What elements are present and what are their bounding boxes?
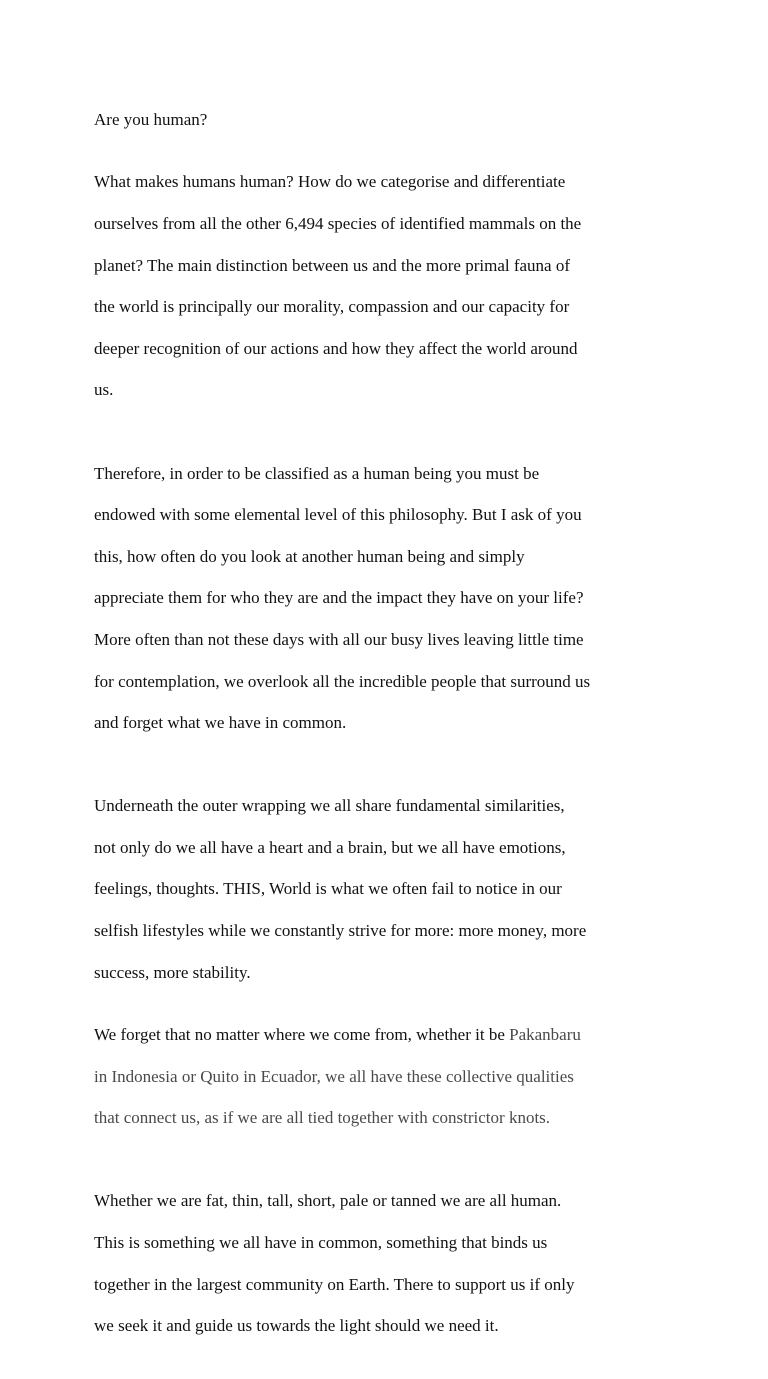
document-title: Are you human? bbox=[94, 110, 208, 129]
paragraph-5 bbox=[94, 1171, 694, 1358]
paragraph-3-line: feelings, thoughts. THIS, World is what we often fail to notice in our bbox=[94, 879, 562, 899]
paragraph-4-text: We forget that no matter where we come from, whether it be bbox=[94, 1025, 510, 1045]
paragraph-4-line bbox=[94, 1025, 694, 1046]
paragraph-1-line: ourselves from all the other 6,494 species of identified mammals on the bbox=[94, 213, 582, 233]
paragraph-2-line: appreciate them for who they are and the impact they have on your life? bbox=[94, 588, 584, 608]
paragraph-2-line: this, how often do you look at another human being and simply bbox=[94, 546, 525, 566]
paragraph-1-line: us. bbox=[94, 380, 114, 400]
paragraph-5-line: we seek it and guide us towards the light should we need it. bbox=[94, 1316, 499, 1336]
paragraph-3-line: not only do we all have a heart and a brain, but we all have emotions, bbox=[94, 837, 566, 857]
paragraph-1-line: the world is principally our morality, compassion and our capacity for bbox=[94, 297, 570, 317]
paragraph-4-line: in Indonesia or Quito in Ecuador, we all have these collective qualities bbox=[94, 1066, 574, 1086]
paragraph-2-line: and forget what we have in common. bbox=[94, 713, 347, 733]
paragraph-2-line: for contemplation, we overlook all the incredible people that surround us bbox=[94, 671, 591, 691]
paragraph-3-line: Underneath the outer wrapping we all share fundamental similarities, bbox=[94, 796, 565, 816]
paragraph-4-line: that connect us, as if we are all tied together with constrictor knots. bbox=[94, 1108, 551, 1128]
paragraph-2-line: More often than not these days with all our busy lives leaving little time bbox=[94, 629, 584, 649]
paragraph-2 bbox=[94, 443, 694, 755]
paragraph-3 bbox=[94, 776, 694, 1005]
paragraph-3-line: success, more stability. bbox=[94, 962, 251, 982]
paragraph-2-line: endowed with some elemental level of this philosophy. But I ask of you bbox=[94, 505, 582, 525]
paragraph-5-line: together in the largest community on Earth. There to support us if only bbox=[94, 1274, 575, 1294]
paragraph-5-line: Whether we are fat, thin, tall, short, pale or tanned we are all human. bbox=[94, 1191, 562, 1211]
paragraph-5-line: This is something we all have in common, something that binds us bbox=[94, 1233, 548, 1253]
paragraph-1-line: deeper recognition of our actions and how they affect the world around bbox=[94, 338, 578, 358]
paragraph-4 bbox=[94, 1004, 694, 1150]
paragraph-1-line: planet? The main distinction between us and the more primal fauna of bbox=[94, 255, 571, 275]
paragraph-1-line: What makes humans human? How do we categorise and differentiate bbox=[94, 172, 566, 192]
paragraph-1 bbox=[94, 152, 694, 422]
document-body bbox=[94, 110, 694, 1379]
paragraph-3-line: selfish lifestyles while we constantly strive for more: more money, more bbox=[94, 921, 587, 941]
paragraph-2-line: Therefore, in order to be classified as a human being you must be bbox=[94, 463, 540, 483]
place-name-text: Pakanbaru bbox=[509, 1025, 581, 1045]
